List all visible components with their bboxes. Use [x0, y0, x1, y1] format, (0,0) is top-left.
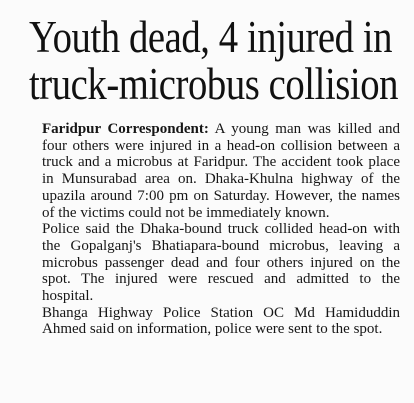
headline-line-1: Youth dead, 4 injured in	[28, 12, 393, 62]
dateline: Faridpur Correspondent:	[42, 121, 209, 137]
article-paragraph-3: Bhanga Highway Police Station OC Md Hamiduddin Ahmed said on information, police were sent to the spot.	[42, 304, 400, 338]
article-paragraph-2: Police said the Dhaka-bound truck collided head-on with the Gopalganj's Bhatiapara-bound microbus, leaving a microbus passenger dead and four others injured on the spot. The injured were rescued and admitted to the hospital.	[42, 221, 400, 305]
paragraph-1-text: A young man was killed and four others were injured in a head-on collision between a truck and a microbus at Faridpur. The accident took place in Munsurabad area on. Dhaka-Khulna highway of the upazila around 7:00 pm on Saturday. However, the names of the victims could not be immediately known.	[42, 121, 400, 221]
headline-line-2: truck-microbus collision	[28, 59, 399, 109]
headline	[28, 12, 399, 109]
article-paragraph-1	[42, 121, 400, 221]
article-body	[42, 121, 400, 338]
